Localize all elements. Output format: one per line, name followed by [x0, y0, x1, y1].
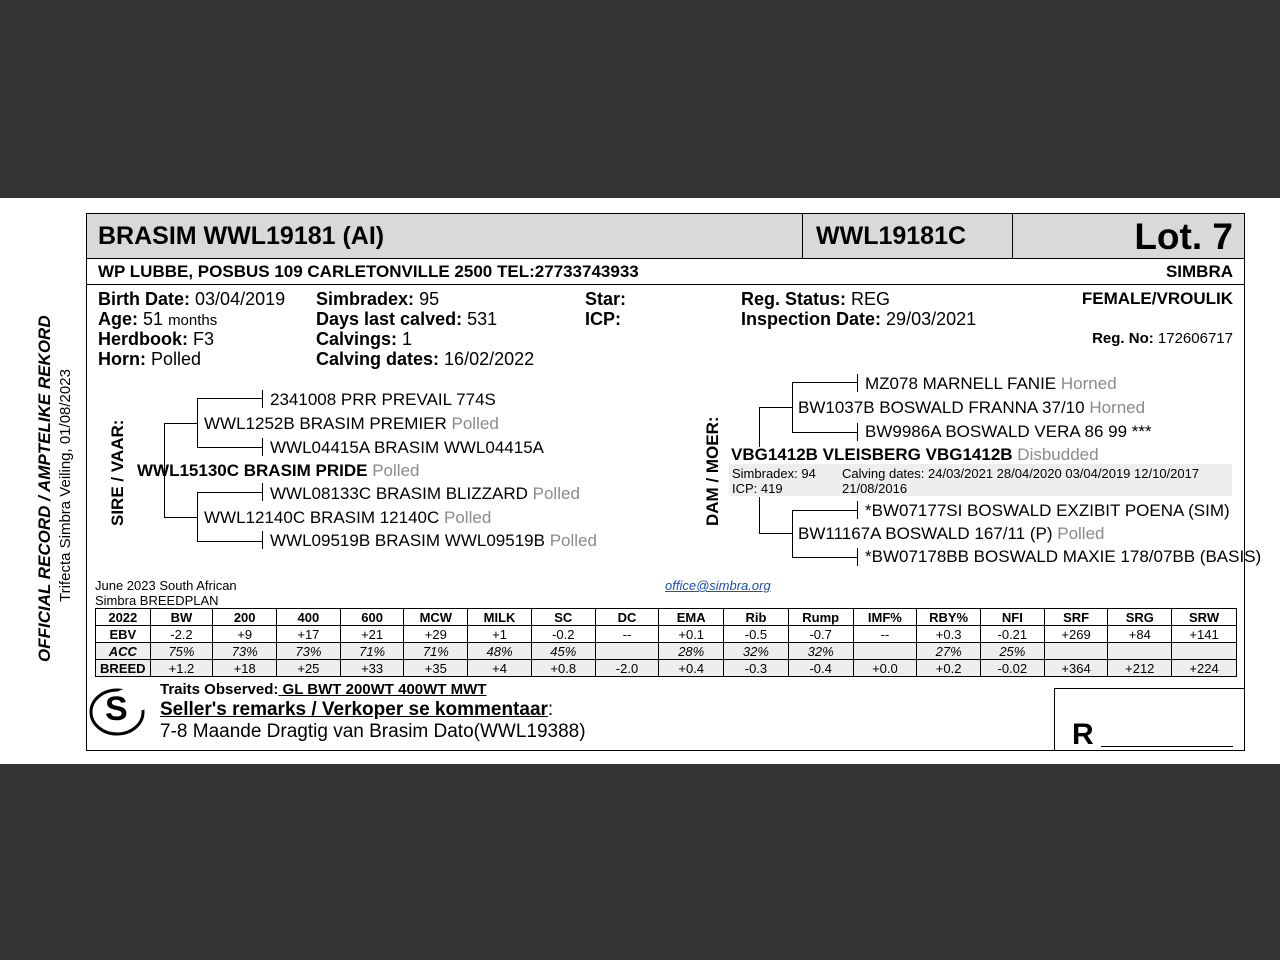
acc-row [96, 643, 1237, 660]
breed-cell: +18 [213, 660, 277, 677]
breed-cell: +0.2 [917, 660, 981, 677]
headers-cell: IMF% [853, 609, 917, 626]
animal-id: WWL19181C [816, 222, 967, 250]
reg-status: Reg. Status: REG [741, 289, 891, 309]
dam-dam-sire: *BW07177SI BOSWALD EXZIBIT POENA (SIM) [865, 501, 1230, 520]
breed-cell: -0.3 [724, 660, 789, 677]
acc-cell: 28% [659, 643, 724, 660]
sire-label: SIRE / VAAR: [108, 419, 127, 526]
seller-remarks-label: Seller's remarks / Verkoper se kommentaar: [160, 699, 554, 720]
headers-cell: Rump [788, 609, 853, 626]
headers-cell: SRF [1044, 609, 1108, 626]
headers-cell: MCW [404, 609, 468, 626]
breed-cell: -2.0 [595, 660, 659, 677]
breed-cell: +224 [1172, 660, 1237, 677]
breedplan-line1: June 2023 South African [95, 578, 237, 593]
breed-cell: BREED [96, 660, 151, 677]
dam-icp: ICP: 419 [732, 481, 783, 496]
owner-address: WP LUBBE, POSBUS 109 CARLETONVILLE 2500 TEL:27733743933 [98, 262, 639, 281]
ebv-cell: -- [595, 626, 659, 643]
official-record-label: OFFICIAL RECORD / AMPTELIKE REKORD [35, 315, 54, 662]
ebv-cell: +1 [468, 626, 532, 643]
ebv-cell: +141 [1172, 626, 1237, 643]
headers-cell: 2022 [96, 609, 151, 626]
acc-cell: 75% [150, 643, 213, 660]
animal-name: BRASIM WWL19181 (AI) [98, 222, 385, 250]
inspection-date: Inspection Date: 29/03/2021 [741, 309, 977, 329]
acc-cell: ACC [96, 643, 151, 660]
acc-cell: 32% [788, 643, 853, 660]
breed-row [96, 660, 1237, 677]
headers-cell: 600 [340, 609, 404, 626]
breed-cell: +0.8 [531, 660, 595, 677]
simbradex: Simbradex: 95 [316, 289, 440, 309]
dam-sire: BW1037B BOSWALD FRANNA 37/10 Horned [798, 398, 1146, 417]
herdbook: Herdbook: F3 [98, 329, 215, 349]
headers-cell: EMA [659, 609, 724, 626]
dam-sire-dam: BW9986A BOSWALD VERA 86 99 *** [865, 422, 1152, 441]
breed-cell: +212 [1108, 660, 1172, 677]
ebv-cell: +269 [1044, 626, 1108, 643]
ebv-row [96, 626, 1237, 643]
ebv-table [95, 608, 1237, 677]
breedplan-line2: Simbra BREEDPLAN [95, 593, 219, 608]
ebv-cell: +0.1 [659, 626, 724, 643]
breed-cell: -0.4 [788, 660, 853, 677]
dam-sire-sire: MZ078 MARNELL FANIE Horned [865, 374, 1117, 393]
ebv-cell: +17 [277, 626, 341, 643]
acc-cell: 71% [404, 643, 468, 660]
headers-cell: SRG [1108, 609, 1172, 626]
days-last-calved: Days last calved: 531 [316, 309, 498, 329]
sire-sire-sire: 2341008 PRR PREVAIL 774S [270, 390, 496, 409]
sale-label: Trifecta Simbra Veiling, 01/08/2023 [57, 369, 74, 602]
acc-cell [595, 643, 659, 660]
acc-cell [1108, 643, 1172, 660]
acc-cell [1172, 643, 1237, 660]
dam-calving-dates-2: 21/08/2016 [842, 481, 908, 496]
email-link[interactable]: office@simbra.org [665, 578, 771, 593]
horn: Horn: Polled [98, 349, 202, 369]
icp-label: ICP: [585, 309, 621, 329]
ebv-header-row [96, 609, 1237, 626]
ebv-cell: +21 [340, 626, 404, 643]
breed-cell: +364 [1044, 660, 1108, 677]
breed-cell: +0.4 [659, 660, 724, 677]
star-label: Star: [585, 289, 627, 309]
sire-dam-sire: WWL08133C BRASIM BLIZZARD Polled [270, 484, 580, 503]
dam-dam: BW11167A BOSWALD 167/11 (P) Polled [798, 524, 1105, 543]
sire-dam-dam: WWL09519B BRASIM WWL09519B Polled [270, 531, 597, 550]
sire-name: WWL15130C BRASIM PRIDE Polled [137, 461, 420, 480]
ebv-cell: -0.5 [724, 626, 789, 643]
dam-dam-dam: *BW07178BB BOSWALD MAXIE 178/07BB (BASIS) [865, 547, 1262, 566]
headers-cell: DC [595, 609, 659, 626]
birth-date: Birth Date: 03/04/2019 [98, 289, 286, 309]
acc-cell: 48% [468, 643, 532, 660]
acc-cell: 71% [340, 643, 404, 660]
ebv-cell: -0.21 [980, 626, 1044, 643]
reg-no: Reg. No: 172606717 [1092, 330, 1233, 347]
headers-cell: SC [531, 609, 595, 626]
acc-cell [1044, 643, 1108, 660]
headers-cell: 200 [213, 609, 277, 626]
acc-cell: 27% [917, 643, 981, 660]
acc-cell: 32% [724, 643, 789, 660]
traits-observed: Traits Observed: GL BWT 200WT 400WT MWT [160, 681, 487, 698]
breed-label: SIMBRA [1165, 262, 1233, 281]
breed-cell: +1.2 [150, 660, 213, 677]
ebv-cell: +9 [213, 626, 277, 643]
dam-label: DAM / MOER: [703, 416, 722, 526]
calvings: Calvings: 1 [316, 329, 413, 349]
ebv-cell: +84 [1108, 626, 1172, 643]
ebv-cell: -0.2 [531, 626, 595, 643]
headers-cell: RBY% [917, 609, 981, 626]
sire-sire: WWL1252B BRASIM PREMIER Polled [204, 414, 499, 433]
breed-cell: +33 [340, 660, 404, 677]
breed-cell: +35 [404, 660, 468, 677]
logo-letter: S [105, 690, 128, 728]
dam-calving-dates: Calving dates: 24/03/2021 28/04/2020 03/04/2019 12/10/2017 [842, 466, 1200, 481]
price-label: R [1072, 718, 1094, 751]
sire-sire-dam: WWL04415A BRASIM WWL04415A [270, 438, 545, 457]
ebv-cell: +0.3 [917, 626, 981, 643]
headers-cell: Rib [724, 609, 789, 626]
age: Age: 51 months [98, 309, 218, 329]
ebv-cell: -2.2 [150, 626, 213, 643]
lot-number: Lot. 7 [1134, 216, 1233, 257]
ebv-cell: +29 [404, 626, 468, 643]
ebv-cell: -0.7 [788, 626, 853, 643]
calving-dates: Calving dates: 16/02/2022 [316, 349, 535, 369]
headers-cell: 400 [277, 609, 341, 626]
ebv-cell: -- [853, 626, 917, 643]
sire-dam: WWL12140C BRASIM 12140C Polled [204, 508, 492, 527]
acc-cell: 45% [531, 643, 595, 660]
price-blank-line[interactable] [1101, 746, 1233, 747]
breed-cell: +25 [277, 660, 341, 677]
acc-cell [853, 643, 917, 660]
headers-cell: MILK [468, 609, 532, 626]
breed-cell: +0.0 [853, 660, 917, 677]
headers-cell: NFI [980, 609, 1044, 626]
headers-cell: BW [150, 609, 213, 626]
sex: FEMALE/VROULIK [1081, 289, 1233, 308]
ebv-cell: EBV [96, 626, 151, 643]
acc-cell: 25% [980, 643, 1044, 660]
simbra-logo [86, 682, 156, 747]
dam-name: VBG1412B VLEISBERG VBG1412B Disbudded [731, 445, 1099, 464]
acc-cell: 73% [213, 643, 277, 660]
breed-cell: -0.02 [980, 660, 1044, 677]
seller-remarks: 7-8 Maande Dragtig van Brasim Dato(WWL19388) [160, 721, 586, 742]
dam-simbradex: Simbradex: 94 [732, 466, 816, 481]
acc-cell: 73% [277, 643, 341, 660]
headers-cell: SRW [1172, 609, 1237, 626]
breed-cell: +4 [468, 660, 532, 677]
